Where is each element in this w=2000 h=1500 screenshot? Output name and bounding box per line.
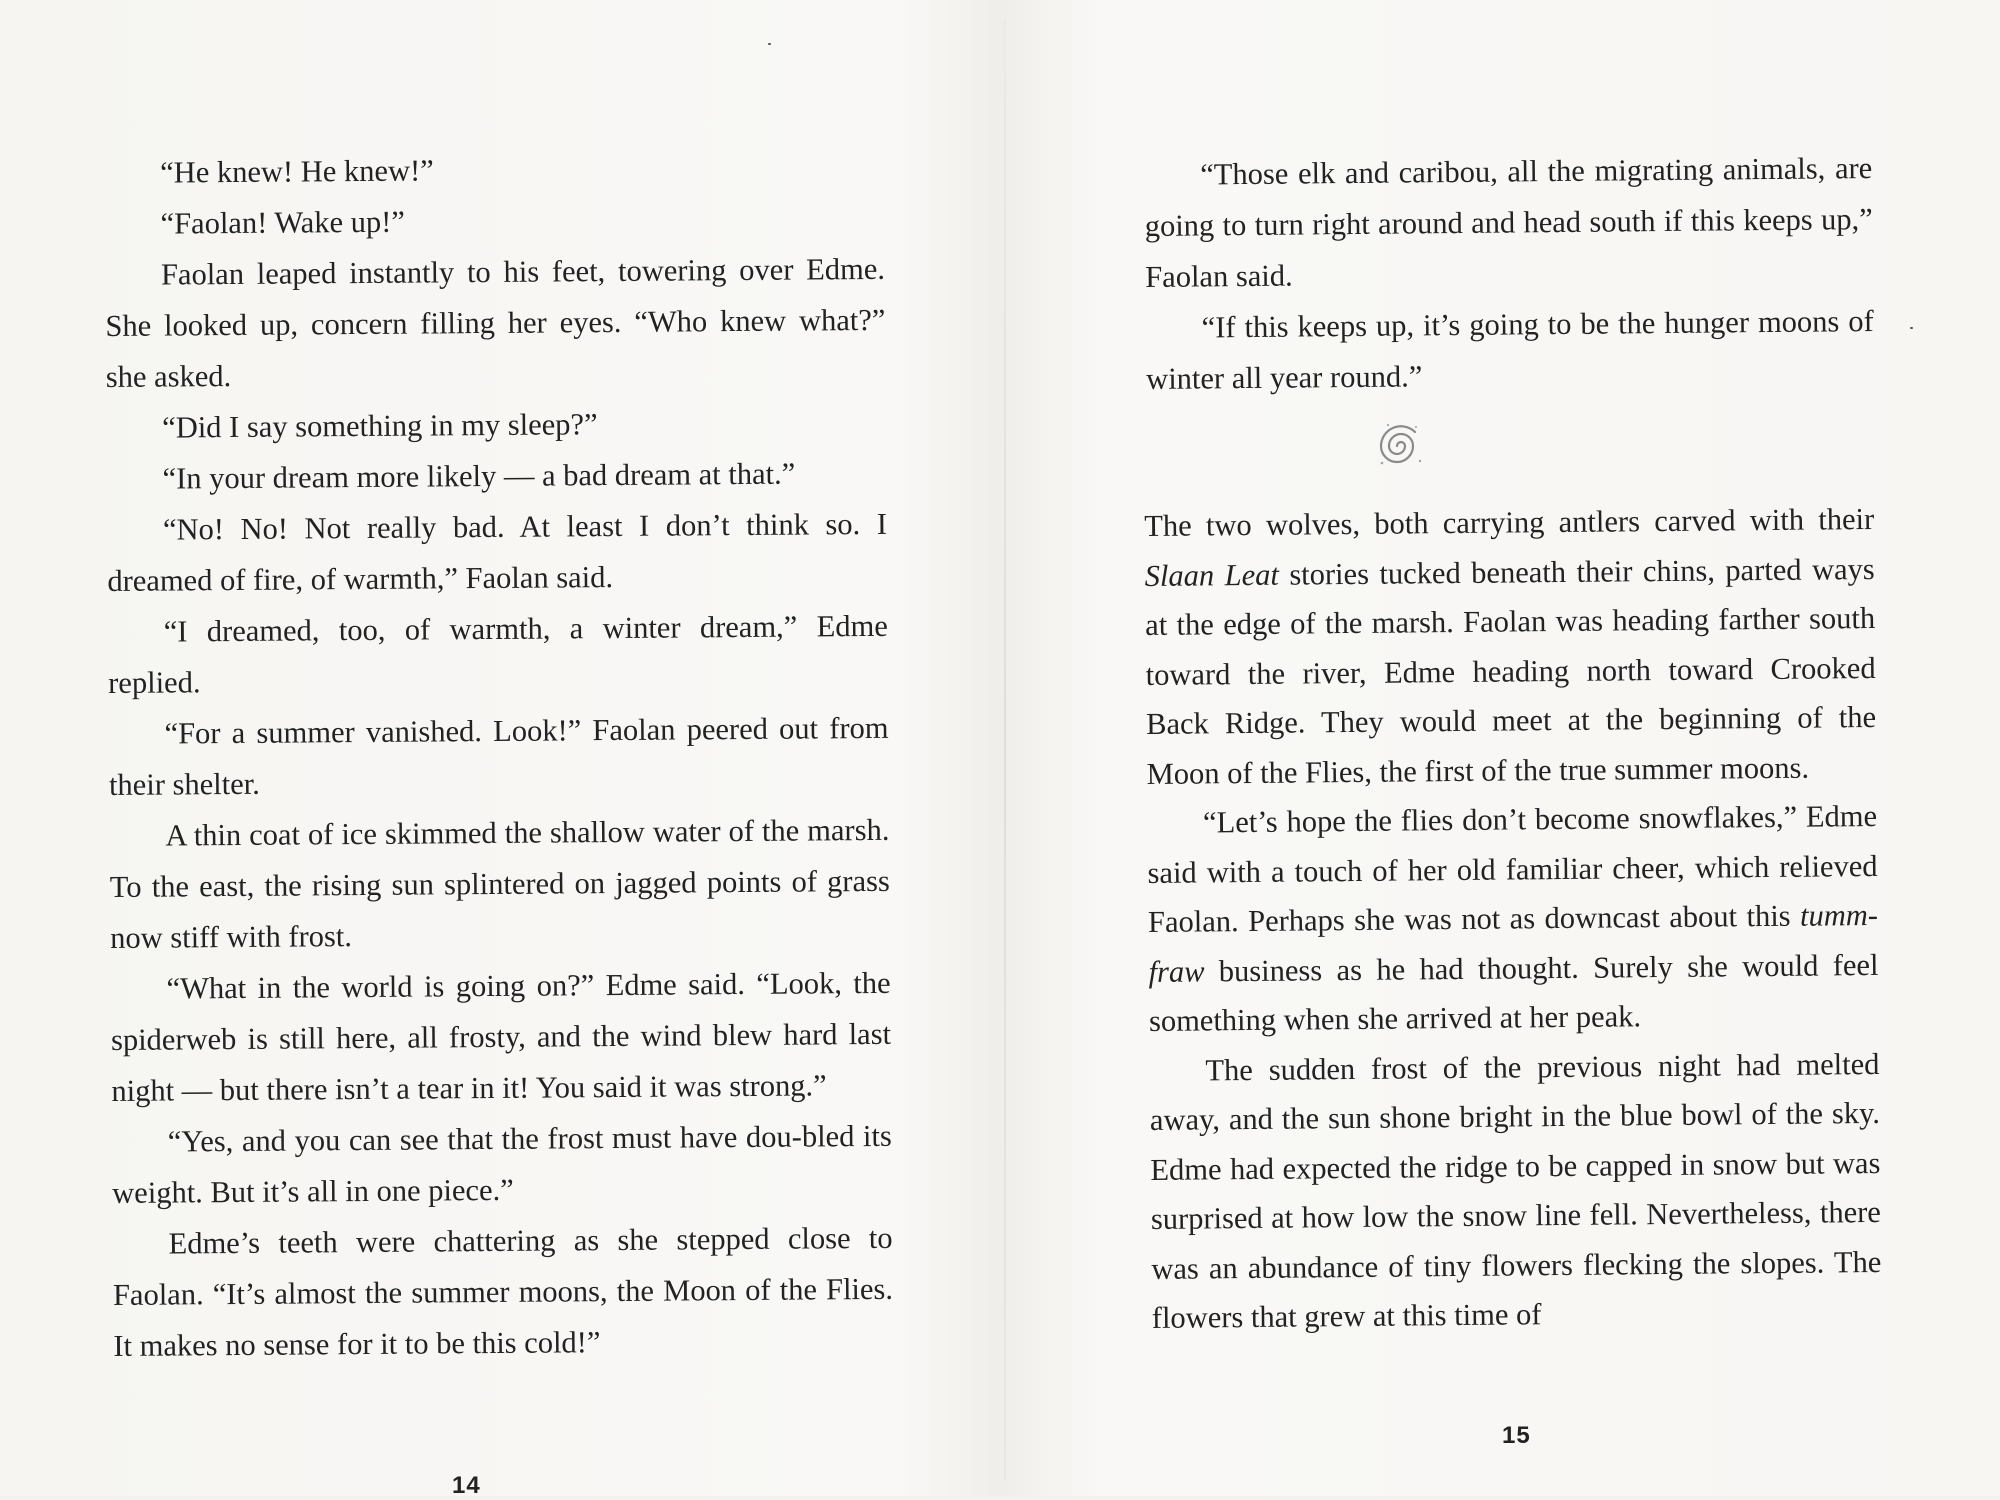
paragraph: “Faolan! Wake up!”	[160, 204, 406, 241]
print-speck	[1910, 327, 1913, 329]
page-number-left: 14	[452, 1472, 481, 1499]
paragraph: “He knew! He knew!”	[160, 153, 434, 190]
paragraph: “If this keeps up, it’s going to be the hunger moons of winter all year round.”	[1146, 304, 1874, 396]
section-text	[1144, 495, 1882, 1343]
right-page-text	[1144, 143, 1874, 405]
text-run: The two wolves, both carrying antlers carved with their	[1144, 501, 1875, 543]
paragraph: A thin coat of ice skimmed the shallow water of the marsh. To the east, the rising sun splintered on jagged points of grass now stiff with frost.	[109, 812, 890, 955]
text-run: business as he had thought. Surely she would feel something when she arrived at her peak.	[1148, 947, 1879, 1038]
text-run: “Let’s hope the flies don’t become snowflakes,” Edme said with a touch of her old familiar cheer, which relieved Faolan. Perhaps she was not as downcast about this	[1147, 798, 1878, 939]
paragraph: “What in the world is going on?” Edme said. “Look, the spiderweb is still here, all frosty, and the wind blew hard last night — but there isn’t a tear in it! You said it was strong.”	[110, 965, 892, 1108]
left-page-text	[104, 142, 894, 1372]
paragraph: Faolan leaped instantly to his feet, towering over Edme. She looked up, concern filling her eyes. “Who knew what?” she asked.	[105, 251, 886, 394]
paragraph: Edme’s teeth were chattering as she stepped close to Faolan. “It’s almost the summer moons, the Moon of the Flies. It makes no sense for it to be this cold!”	[112, 1220, 894, 1363]
print-speck	[768, 43, 771, 45]
paragraph: “In your dream more likely — a bad dream at that.”	[162, 456, 796, 496]
paragraph: “I dreamed, too, of warmth, a winter dream,” Edme replied.	[108, 608, 888, 700]
paragraph: “Yes, and you can see that the frost must have dou-bled its weight. But it’s all in one piece.”	[112, 1118, 892, 1210]
swirl-ornament-icon	[1368, 413, 1434, 479]
paragraph: The sudden frost of the previous night had melted away, and the sun shone bright in the blue bowl of the sky. Edme had expected the ridge to be capped in snow but was surprised at how low the snow line fell. Nevertheless, there was an abundance of tiny flowers flecking the slopes. The flowers that grew at this time of	[1149, 1046, 1882, 1335]
paragraph: “No! No! Not really bad. At least I don’t think so. I dreamed of fire, of warmth,” Faolan said.	[107, 506, 888, 598]
paragraph: “For a summer vanished. Look!” Faolan peered out from their shelter.	[108, 710, 889, 802]
page-number-right: 15	[1502, 1422, 1531, 1449]
italic-text: tumm-fraw	[1148, 897, 1879, 989]
paragraph	[1147, 792, 1879, 1046]
right-page	[1006, 0, 2000, 1496]
section-opening-paragraph	[1144, 495, 1877, 799]
italic-text: Slaan Leat	[1144, 557, 1280, 593]
text-run: stories tucked beneath their chins, parted ways at the edge of the marsh. Faolan was heading farther south toward the river, Edme heading north toward Crooked Back Ridge. They would meet at the beginning of the Moon of the Flies, the first of the true summer moons.	[1145, 551, 1877, 791]
paragraph: “Did I say something in my sleep?”	[162, 407, 598, 445]
paragraph: “Those elk and caribou, all the migrating animals, are going to turn right around and head south if this keeps up,” Faolan said.	[1144, 151, 1873, 294]
